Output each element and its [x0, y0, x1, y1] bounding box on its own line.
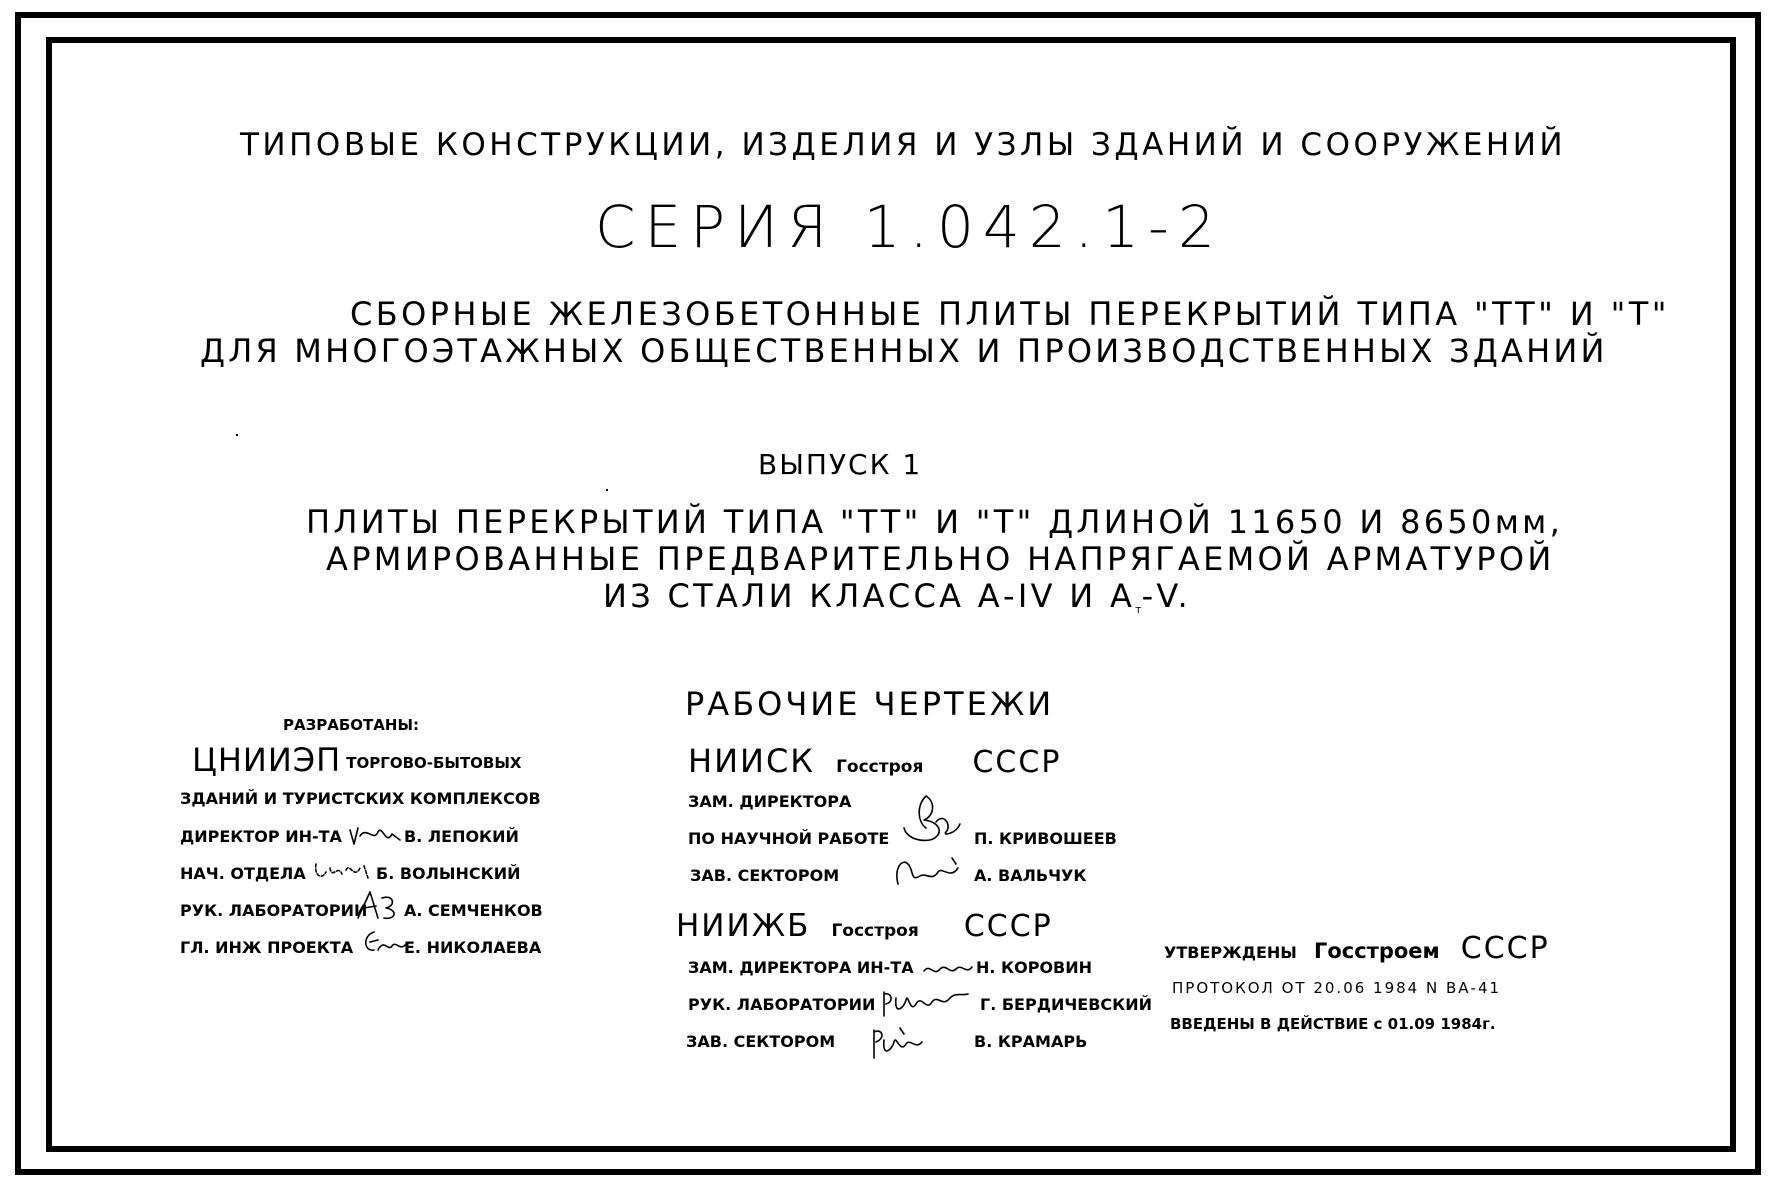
approval-protocol: ПРОТОКОЛ ОТ 20.06 1984 N ВА-41 — [1172, 979, 1502, 997]
approval-ussr: СССР — [1460, 931, 1550, 966]
developer-org-rest1: ТОРГОВО-БЫТОВЫХ — [346, 754, 522, 772]
dev-row2-name: Б. ВОЛЫНСКИЙ — [376, 864, 521, 883]
approval-effective: ВВЕДЕНЫ В ДЕЙСТВИЕ с 01.09 1984г. — [1170, 1015, 1496, 1033]
subtitle-line1: СБОРНЫЕ ЖЕЛЕЗОБЕТОННЫЕ ПЛИТЫ ПЕРЕКРЫТИЙ ТИПА "ТТ" И "Т" — [350, 295, 1670, 333]
niisk-ussr: СССР — [972, 745, 1062, 780]
dev-row1-role: ДИРЕКТОР ИН-ТА — [180, 827, 342, 846]
signature-berdichevsky — [880, 986, 970, 1024]
signature-korovin — [922, 955, 974, 981]
issue-desc1: ПЛИТЫ ПЕРЕКРЫТИЙ ТИПА "ТТ" И "Т" ДЛИНОЙ 11650 И 8650мм, — [306, 503, 1564, 541]
approval-by: Госстроем — [1313, 939, 1440, 963]
issue-desc2: АРМИРОВАННЫЕ ПРЕДВАРИТЕЛЬНО НАПРЯГАЕМОЙ АРМАТУРОЙ — [326, 540, 1555, 578]
scan-speck — [236, 434, 238, 436]
developer-org — [192, 741, 522, 779]
niizhb-row3-name: В. КРАМАРЬ — [974, 1032, 1088, 1051]
niisk-heading — [688, 742, 1062, 780]
niisk-org: НИИСК — [688, 742, 815, 780]
dev-row1-name: В. ЛЕПОКИЙ — [404, 827, 519, 846]
signature-kramar — [866, 1024, 930, 1064]
issue-desc3-a: ИЗ СТАЛИ КЛАССА А-IV И А — [603, 577, 1136, 615]
niizhb-row1-name: Н. КОРОВИН — [976, 958, 1093, 977]
niizhb-ussr: СССР — [963, 909, 1053, 944]
niizhb-heading — [676, 908, 1053, 944]
signature-krivosheev — [896, 792, 968, 854]
niizhb-row2-role: РУК. ЛАБОРАТОРИИ — [688, 995, 876, 1014]
niisk-row1-role: ЗАМ. ДИРЕКТОРА — [688, 792, 852, 811]
header-line1: ТИПОВЫЕ КОНСТРУКЦИИ, ИЗДЕЛИЯ И УЗЛЫ ЗДАНИЙ И СООРУЖЕНИЙ — [240, 127, 1567, 163]
developer-org-big: ЦНИИЭП — [192, 741, 342, 779]
dev-row2-role: НАЧ. ОТДЕЛА — [180, 864, 306, 883]
developer-org-rest2: ЗДАНИЙ И ТУРИСТСКИХ КОМПЛЕКСОВ — [180, 789, 541, 808]
niizhb-row3-role: ЗАВ. СЕКТОРОМ — [686, 1032, 836, 1051]
niizhb-row2-name: Г. БЕРДИЧЕВСКИЙ — [980, 995, 1152, 1014]
issue-desc3 — [603, 577, 1191, 616]
niisk-gos: Госстроя — [836, 757, 924, 777]
approval-heading — [1164, 931, 1550, 966]
subtitle-line2: ДЛЯ МНОГОЭТАЖНЫХ ОБЩЕСТВЕННЫХ И ПРОИЗВОДСТВЕННЫХ ЗДАНИЙ — [200, 332, 1608, 370]
niisk-row3-role: ЗАВ. СЕКТОРОМ — [690, 866, 840, 885]
niisk-row2-role: ПО НАУЧНОЙ РАБОТЕ — [688, 829, 890, 848]
niizhb-row1-role: ЗАМ. ДИРЕКТОРА ИН-ТА — [688, 958, 914, 977]
niizhb-gos: Госстроя — [831, 921, 919, 941]
issue-desc3-b: -V. — [1141, 577, 1191, 615]
niisk-row3-name: А. ВАЛЬЧУК — [974, 866, 1087, 885]
signature-volynsky — [312, 858, 372, 886]
niizhb-org: НИИЖБ — [676, 908, 811, 944]
series-title: СЕРИЯ 1.042.1-2 — [595, 193, 1224, 261]
dev-row3-name: А. СЕМЧЕНКОВ — [404, 901, 543, 920]
dev-row4-name: Е. НИКОЛАЕВА — [404, 938, 542, 957]
approval-approved: УТВЕРЖДЕНЫ — [1164, 943, 1297, 962]
niisk-row2-name: П. КРИВОШЕЕВ — [974, 829, 1117, 848]
signature-valchuk — [892, 854, 966, 888]
signature-nikolaeva — [360, 928, 408, 958]
developed-label: РАЗРАБОТАНЫ: — [283, 716, 419, 734]
dev-row4-role: ГЛ. ИНЖ ПРОЕКТА — [180, 938, 354, 957]
signature-semchenkov — [354, 888, 402, 924]
scan-speck — [606, 489, 608, 491]
issue-label: ВЫПУСК 1 — [758, 448, 923, 481]
signature-lepokiy — [348, 822, 404, 850]
dev-row3-role: РУК. ЛАБОРАТОРИИ — [180, 901, 368, 920]
working-drawings-title: РАБОЧИЕ ЧЕРТЕЖИ — [685, 685, 1055, 723]
issue-desc3-sub: т — [1135, 603, 1142, 616]
